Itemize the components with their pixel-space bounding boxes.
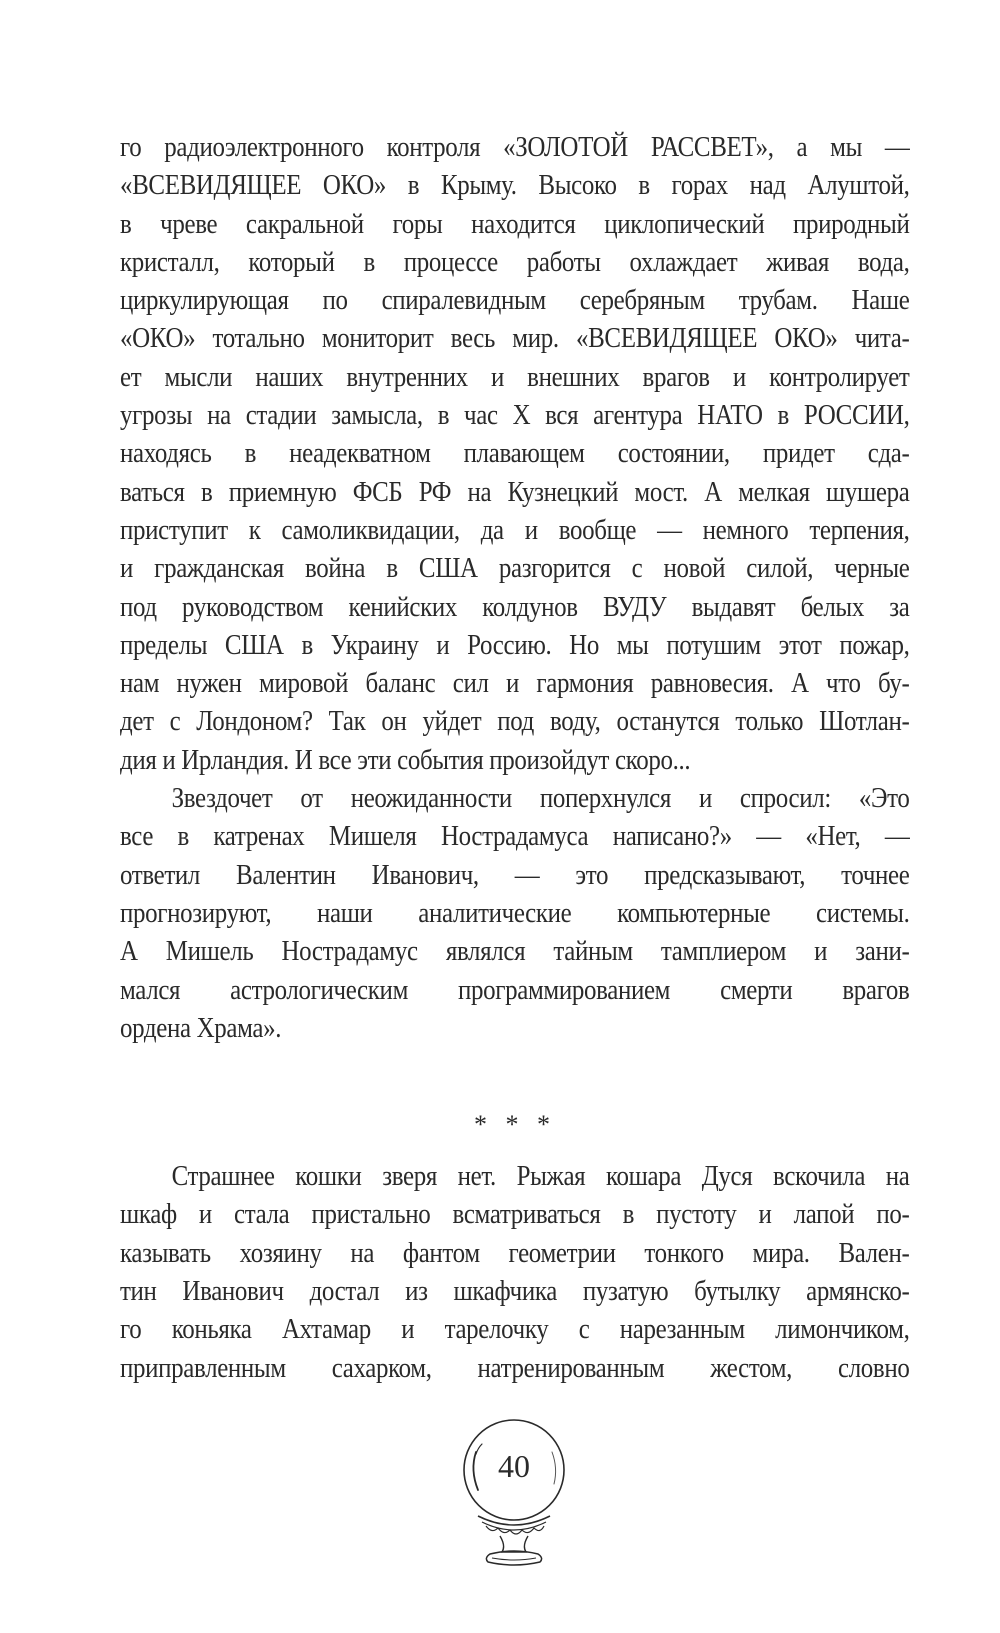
text-line: дия и Ирландия. И все эти события произойдут скоро...	[120, 743, 691, 776]
section-separator: * * *	[474, 1110, 556, 1140]
text-line: пределы США в Украину и Россию. Но мы потушим этот пожар,	[120, 628, 910, 661]
crystal-ball-icon	[456, 1412, 572, 1580]
text-line: находясь в неадекватном плавающем состоянии, придет сда-	[120, 437, 910, 470]
text-line: Страшнее кошки зверя нет. Рыжая кошара Дуся вскочила на	[171, 1160, 910, 1193]
text-line: нам нужен мировой баланс сил и гармония равновесия. А что бу-	[120, 667, 910, 700]
text-line: ордена Храма».	[120, 1011, 282, 1044]
text-line: ваться в приемную ФСБ РФ на Кузнецкий мост. А мелкая шушера	[120, 475, 910, 508]
text-line: тин Иванович достал из шкафчика пузатую бутылку армянско-	[120, 1275, 910, 1308]
page-body	[120, 128, 910, 1387]
page-number: 40	[498, 1448, 530, 1484]
text-line: циркулирующая по спиралевидным серебряным трубам. Наше	[120, 284, 910, 317]
text-line: ет мысли наших внутренних и внешних врагов и контролирует	[120, 360, 910, 393]
text-line: А Мишель Нострадамус являлся тайным тамплиером и зани-	[120, 935, 910, 968]
text-line: угрозы на стадии замысла, в час Х вся агентура НАТО в РОССИИ,	[120, 399, 910, 432]
text-line: приправленным сахарком, натренированным жестом, словно	[120, 1351, 910, 1384]
text-line: прогнозируют, наши аналитические компьютерные системы.	[120, 896, 910, 929]
text-line: мался астрологическим программированием смерти врагов	[120, 973, 910, 1006]
section-gap	[120, 1047, 910, 1105]
text-line: приступит к самоликвидации, да и вообще — немного терпения,	[120, 513, 910, 546]
text-line: под руководством кенийских колдунов ВУДУ выдавят белых за	[120, 590, 910, 623]
text-line: го коньяка Ахтамар и тарелочку с нарезанным лимончиком,	[120, 1313, 910, 1346]
text-line: «ВСЕВИДЯЩЕЕ ОКО» в Крыму. Высоко в горах над Алуштой,	[120, 169, 910, 202]
text-line: кристалл, который в процессе работы охлаждает живая вода,	[120, 245, 910, 278]
paragraph-1	[120, 128, 910, 779]
text-line: шкаф и стала пристально всматриваться в пустоту и лапой по-	[120, 1198, 910, 1231]
text-line: дет с Лондоном? Так он уйдет под воду, останутся только Шотлан-	[120, 705, 910, 738]
page-footer	[456, 1412, 572, 1580]
text-line: в чреве сакральной горы находится циклопический природный	[120, 207, 910, 240]
text-line: ответил Валентин Иванович, — это предсказывают, точнее	[120, 858, 910, 891]
section-gap	[120, 1145, 910, 1157]
text-line: казывать хозяину на фантом геометрии тонкого мира. Вален-	[120, 1236, 910, 1269]
text-line: все в катренах Мишеля Нострадамуса написано?» — «Нет, —	[120, 820, 910, 853]
text-line: и гражданская война в США разгорится с новой силой, черные	[120, 552, 910, 585]
text-line: Звездочет от неожиданности поперхнулся и спросил: «Это	[171, 782, 910, 815]
text-line: «ОКО» тотально мониторит весь мир. «ВСЕВИДЯЩЕЕ ОКО» чита-	[120, 322, 910, 355]
text-line: го радиоэлектронного контроля «ЗОЛОТОЙ РАССВЕТ», а мы —	[120, 131, 910, 163]
paragraph-2	[120, 779, 910, 1047]
paragraph-3	[120, 1157, 910, 1387]
